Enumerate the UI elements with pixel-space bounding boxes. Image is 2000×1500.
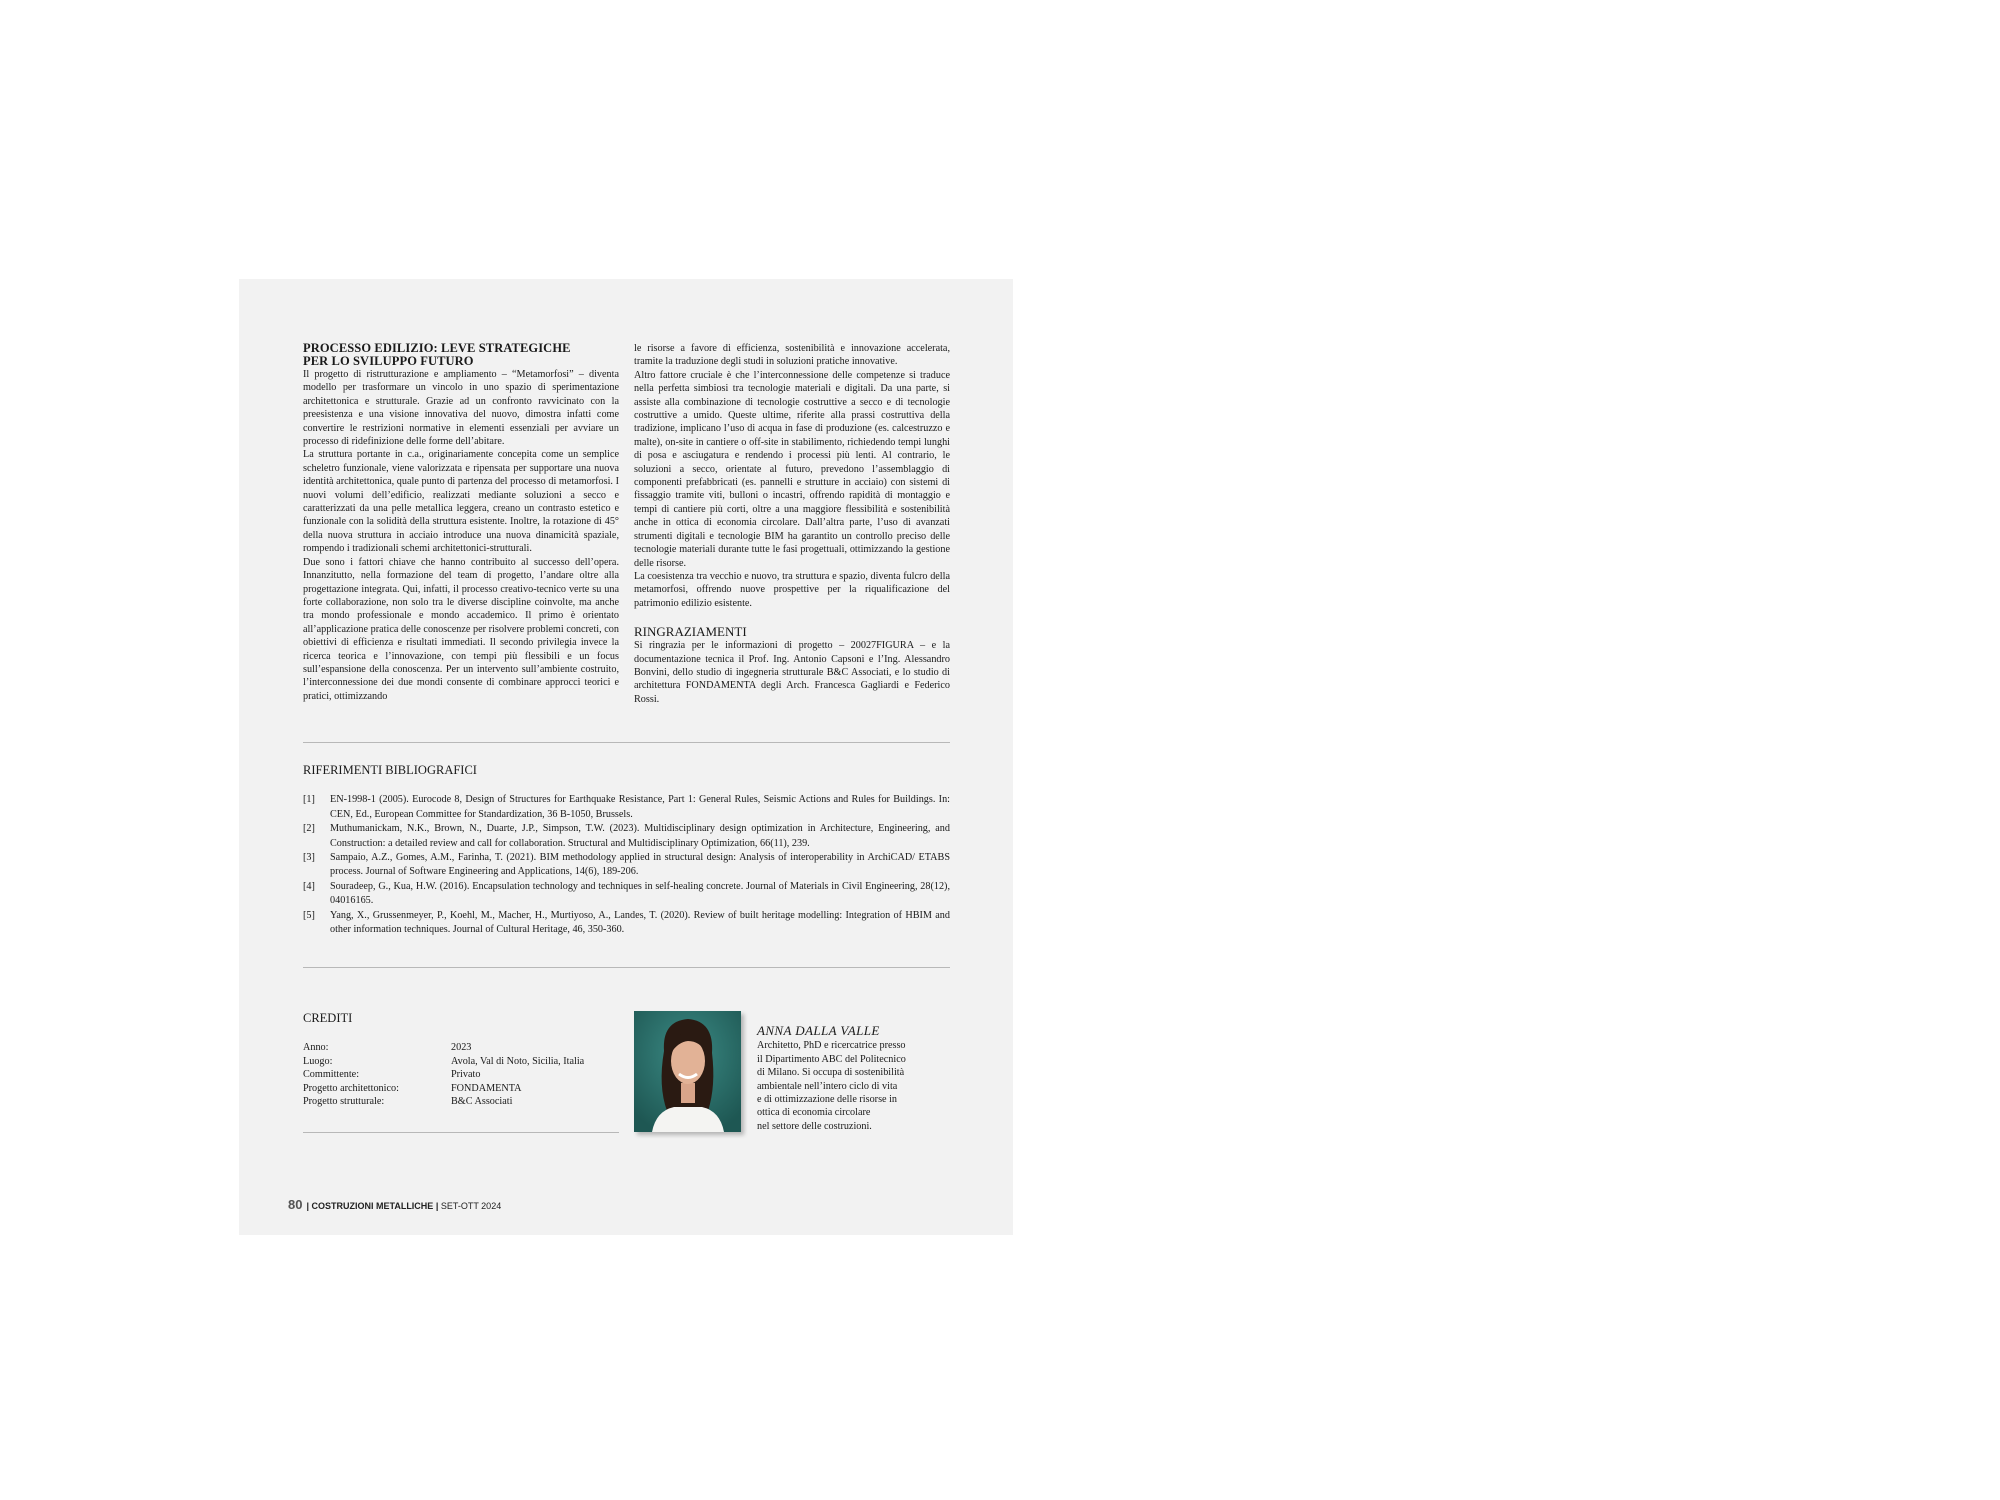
left-column: [303, 342, 619, 703]
reference-text: Muthumanickam, N.K., Brown, N., Duarte, J.P., Simpson, T.W. (2023). Multidisciplinary design optimization in Architecture, Engineering, and Construction: a detailed review and call for collaboration. Structural and Multidisciplinary Optimization, 66(11), 239.: [330, 823, 950, 849]
credits-value: B&C Associati: [451, 1096, 513, 1108]
reference-item: [303, 880, 950, 909]
credits-row: [303, 1041, 619, 1054]
reference-number: [5]: [303, 909, 315, 921]
credits-label: Progetto strutturale:: [303, 1096, 385, 1108]
reference-text: EN-1998-1 (2005). Eurocode 8, Design of Structures for Earthquake Resistance, Part 1: General Rules, Seismic Actions and Rules for Buildings. In: CEN, Ed., European Committee for Standardization, 36 B-1050, Brussels.: [330, 794, 950, 820]
paragraph: La struttura portante in c.a., originariamente concepita come un semplice scheletro funzionale, viene valorizzata e ripensata per supportare una nuova identità architettonica, quale punto di partenza del processo di metamorfosi. I nuovi volumi dell’edificio, realizzati mediante soluzioni a secco e caratterizzati da una pelle metallica leggera, creano un contrasto estetico e funzionale con la solidità della struttura esistente. Inoltre, la rotazione di 45° della nuova struttura in acciaio introduce una nuova dinamicità spaziale, rompendo i tradizionali schemi architettonici-strutturali.: [303, 449, 619, 555]
reference-text: Yang, X., Grussenmeyer, P., Koehl, M., Macher, H., Murtiyoso, A., Landes, T. (2020). Review of built heritage modelling: Integration of HBIM and other information techniques. Journal of Cultural Heritage, 46, 350-360.: [330, 909, 950, 936]
author-name: ANNA DALLA VALLE: [757, 1023, 880, 1038]
credits-label: Committente:: [303, 1069, 360, 1081]
reference-item: [303, 822, 950, 851]
reference-number: [4]: [303, 880, 315, 892]
divider: [303, 1132, 619, 1133]
credits-section: [303, 1012, 619, 1108]
reference-text: Souradeep, G., Kua, H.W. (2016). Encapsulation technology and techniques in self-healing concrete. Journal of Materials in Civil Engineering, 28(12), 04016165.: [330, 880, 950, 907]
credits-value: Privato: [451, 1069, 481, 1081]
author-bio: [757, 1024, 932, 1133]
credits-label: Anno:: [303, 1042, 329, 1054]
section-heading-line1: PROCESSO EDILIZIO: LEVE STRATEGICHE: [303, 341, 571, 355]
paragraph: Altro fattore cruciale è che l’interconnessione delle competenze si traduce nella perfetta simbiosi tra tecnologie materiali e digitali. Da una parte, si assiste alla combinazione di tecnologie costruttive a secco e di tecnologie costruttive a umido. Queste ultime, riferite alla prassi costruttiva della tradizione, implicano l’uso di acqua in fase di produzione (es. calcestruzzo e malte), on-site in cantiere o off-site in stabilimento, richiedendo tempi lunghi di posa e asciugatura e rendendo i processi più lenti. Al contrario, le soluzioni a secco, orientate al futuro, prevedono l’assemblaggio di componenti prefabbricati (es. pannelli e strutture in acciaio) con sistemi di fissaggio tramite viti, bulloni o incastri, offrendo rapidità di montaggio e tempi di cantiere più corti, oltre a una maggiore flessibilità e sostenibilità anche in ottica di economia circolare. Dall’altra parte, l’uso di avanzati strumenti digitali e tecnologie BIM ha garantito un controllo preciso delle tecnologie materiali durante tutte le fasi progettuali, ottimizzando la gestione delle risorse.: [634, 369, 950, 569]
paragraph: Il progetto di ristrutturazione e ampliamento – “Metamorfosi” – diventa modello per trasformare un vincolo in uno spazio di sperimentazione architettonica e strutturale. Grazie ad un confronto ravvicinato con la preesistenza e una visione innovativa del nuovo, dimostra infatti come convertire le restrizioni normative in elementi essenziali per avviare un processo di ridefinizione delle forme dell’abitare.: [303, 369, 619, 448]
divider: [303, 967, 950, 968]
credits-row: [303, 1068, 619, 1081]
reference-item: [303, 909, 950, 938]
reference-number: [1]: [303, 794, 315, 806]
bio-line: ambientale nell’intero ciclo di vita: [757, 1080, 898, 1092]
reference-item: [303, 793, 950, 822]
credits-value: Avola, Val di Noto, Sicilia, Italia: [451, 1055, 585, 1067]
magazine-page: [239, 279, 1013, 1235]
acknowledgements-heading: RINGRAZIAMENTI: [634, 624, 747, 640]
bio-line: ottica di economia circolare: [757, 1107, 871, 1119]
credits-title: CREDITI: [303, 1011, 353, 1025]
paragraph: La coesistenza tra vecchio e nuovo, tra struttura e spazio, diventa fulcro della metamorfosi, offrendo nuove prospettive per la riqualificazione del patrimonio edilizio esistente.: [634, 570, 950, 609]
page-number: 80: [288, 1197, 303, 1212]
reference-number: [3]: [303, 852, 315, 864]
reference-item: [303, 851, 950, 880]
credits-label: Luogo:: [303, 1055, 333, 1067]
credits-label: Progetto architettonico:: [303, 1082, 399, 1094]
author-photo: [634, 1011, 741, 1132]
portrait-image: [634, 1011, 741, 1132]
bio-line: e di ottimizzazione delle risorse in: [757, 1094, 898, 1106]
section-heading-line2: PER LO SVILUPPO FUTURO: [303, 354, 474, 368]
right-column: [634, 342, 950, 706]
divider: [303, 742, 950, 743]
bio-line: il Dipartimento ABC del Politecnico: [757, 1053, 906, 1065]
bio-line: di Milano. Si occupa di sostenibilità: [757, 1067, 905, 1079]
magazine-name: | COSTRUZIONI METALLICHE |: [306, 1201, 439, 1211]
reference-text: Sampaio, A.Z., Gomes, A.M., Farinha, T. (2021). BIM methodology applied in structural design: Analysis of interoperability in ArchiCAD/ ETABS process. Journal of Software Engineering and Applications, 14(6), 189-206.: [330, 852, 950, 878]
credits-row: [303, 1095, 619, 1108]
reference-number: [2]: [303, 823, 315, 835]
references-title: RIFERIMENTI BIBLIOGRAFICI: [303, 763, 477, 777]
bio-line: Architetto, PhD e ricercatrice presso: [757, 1040, 906, 1052]
credits-value: FONDAMENTA: [451, 1082, 522, 1094]
credits-value: 2023: [451, 1042, 472, 1054]
paragraph: Due sono i fattori chiave che hanno contribuito al successo dell’opera. Innanzitutto, nella formazione del team di progetto, l’andare oltre alla progettazione integrata. Qui, infatti, il processo creativo-tecnico verte su una forte collaborazione, non solo tra le diverse discipline coinvolte, ma anche tra mondo professionale e mondo accademico. Il primo è orientato all’applicazione pratica delle conoscenze per risolvere problemi concreti, con obiettivi di efficienza e risultati immediati. Il secondo privilegia invece la ricerca teorica e l’innovazione, con tempi più flessibili e un focus sull’espansione della conoscenza. Per un intervento sull’ambiente costruito, l’interconnessione dei due mondi consente di combinare approcci teorici e pratici, ottimizzando: [303, 556, 619, 702]
credits-row: [303, 1055, 619, 1068]
bio-line: nel settore delle costruzioni.: [757, 1120, 872, 1132]
page-footer: [288, 1197, 501, 1212]
issue-label: SET-OTT 2024: [438, 1201, 502, 1211]
paragraph: le risorse a favore di efficienza, sostenibilità e innovazione accelerata, tramite la traduzione degli studi in soluzioni pratiche innovative.: [634, 343, 950, 368]
acknowledgements-text: Si ringrazia per le informazioni di progetto – 20027FIGURA – e la documentazione tecnica il Prof. Ing. Antonio Capsoni e l’Ing. Alessandro Bonvini, dello studio di ingegneria strutturale B&C Associati, e lo studio di architettura FONDAMENTA degli Arch. Francesca Gagliardi e Federico Rossi.: [634, 640, 950, 705]
credits-row: [303, 1082, 619, 1095]
references-section: [303, 763, 950, 937]
